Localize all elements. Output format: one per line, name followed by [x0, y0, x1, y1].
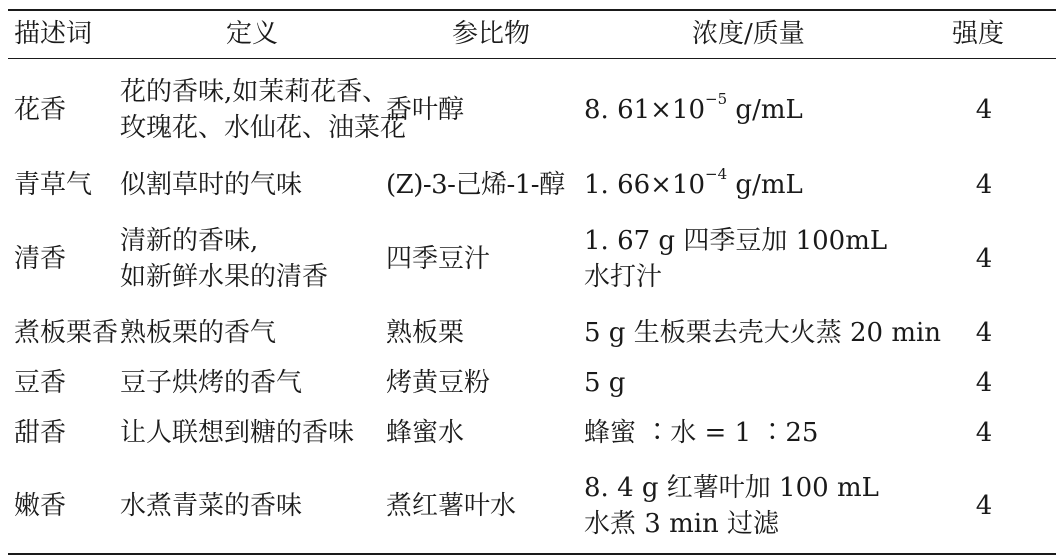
- concentration-exponent: −5: [705, 90, 728, 109]
- concentration-line: 水煮 3 min 过滤: [584, 509, 780, 539]
- definition-line: 玫瑰花、水仙花、油菜花: [120, 113, 407, 143]
- intensity-text: 4: [975, 170, 993, 200]
- descriptor-cell: [14, 310, 118, 356]
- concentration-base: 1. 66×10: [584, 170, 706, 200]
- concentration-cell: [584, 360, 625, 406]
- descriptor-text: 花香: [14, 95, 67, 125]
- reference-text: 香叶醇: [386, 95, 465, 125]
- header-reference: 参比物: [452, 19, 531, 49]
- definition-cell: [120, 360, 302, 406]
- reference-cell: [386, 410, 464, 456]
- intensity-cell: [952, 163, 1016, 207]
- reference-cell: [386, 63, 464, 157]
- definition-cell: [120, 410, 354, 456]
- descriptor-text: 豆香: [14, 368, 67, 398]
- table-row: [0, 310, 1064, 356]
- descriptor-text: 嫩香: [14, 491, 67, 521]
- concentration-cell: [584, 163, 803, 207]
- intensity-text: 4: [975, 318, 993, 348]
- table-bottom-rule: [8, 553, 1056, 555]
- definition-line: 清新的香味,: [120, 226, 259, 256]
- concentration-unit: g/mL: [727, 95, 803, 125]
- descriptor-cell: [14, 63, 66, 157]
- reference-text: 烤黄豆粉: [386, 368, 491, 398]
- concentration-cell: [584, 410, 818, 456]
- definition-line: 似割草时的气味: [120, 170, 303, 200]
- descriptor-cell: [14, 460, 66, 552]
- reference-cell: [386, 310, 464, 356]
- header-definition: [225, 12, 304, 56]
- descriptor-cell: [14, 410, 66, 456]
- concentration-cell: [584, 63, 803, 157]
- table-row: [0, 360, 1064, 406]
- descriptor-text: 甜香: [14, 418, 67, 448]
- intensity-text: 4: [975, 368, 993, 398]
- header-concentration: 浓度/质量: [692, 19, 805, 49]
- descriptor-cell: [14, 163, 92, 207]
- intensity-text: 4: [975, 418, 993, 448]
- table-header-rule: [8, 58, 1056, 59]
- header-intensity: 强度: [952, 19, 1005, 49]
- table-row: [0, 410, 1064, 456]
- concentration-line: 5 g 生板栗去壳大火蒸 20 min: [584, 318, 942, 348]
- table-row: [0, 63, 1064, 157]
- concentration-cell: [584, 310, 941, 356]
- intensity-text: 4: [975, 491, 993, 521]
- reference-cell: [386, 460, 516, 552]
- intensity-cell: [952, 410, 1016, 456]
- table-row: [0, 460, 1064, 552]
- intensity-cell: [952, 360, 1016, 406]
- reference-cell: [386, 163, 565, 207]
- definition-line: 让人联想到糖的香味: [120, 418, 355, 448]
- definition-line: 熟板栗的香气: [120, 318, 277, 348]
- definition-line: 水煮青菜的香味: [120, 491, 303, 521]
- intensity-cell: [952, 310, 1016, 356]
- table-row: [0, 213, 1064, 305]
- intensity-text: 4: [975, 244, 993, 274]
- definition-cell: [120, 460, 302, 552]
- concentration-line: 8. 4 g 红薯叶加 100 mL: [584, 473, 879, 503]
- intensity-cell: [952, 460, 1016, 552]
- intensity-cell: [952, 213, 1016, 305]
- table-top-rule: [8, 9, 1056, 11]
- definition-cell: [120, 310, 276, 356]
- table-row: [0, 163, 1064, 207]
- descriptor-text: 青草气: [14, 170, 93, 200]
- reference-text: 熟板栗: [386, 318, 465, 348]
- concentration-text: [584, 167, 803, 203]
- concentration-unit: g/mL: [727, 170, 803, 200]
- descriptor-cell: [14, 213, 66, 305]
- concentration-line: 蜂蜜 ∶水 = 1 ∶25: [584, 418, 819, 448]
- definition-cell: [120, 63, 406, 157]
- reference-text: 蜂蜜水: [386, 418, 465, 448]
- concentration-line: 水打汁: [584, 262, 663, 292]
- concentration-line: 1. 67 g 四季豆加 100mL: [584, 226, 888, 256]
- definition-cell: [120, 213, 328, 305]
- descriptor-text: 煮板栗香: [14, 318, 119, 348]
- concentration-line: 5 g: [584, 368, 626, 398]
- concentration-cell: [584, 460, 879, 552]
- intensity-cell: [952, 63, 1016, 157]
- reference-cell: [386, 213, 490, 305]
- concentration-exponent: −4: [705, 165, 728, 184]
- concentration-cell: [584, 213, 887, 305]
- definition-cell: [120, 163, 302, 207]
- definition-line: 如新鲜水果的清香: [120, 262, 329, 292]
- header-descriptor: 描述词: [14, 19, 93, 49]
- concentration-text: [584, 92, 803, 128]
- descriptor-cell: [14, 360, 66, 406]
- reference-text: (Z)-3-己烯-1-醇: [386, 170, 565, 200]
- header-definition-text: 定义: [225, 19, 279, 49]
- intensity-text: 4: [975, 95, 993, 125]
- definition-line: 花的香味,如茉莉花香、: [120, 77, 389, 107]
- definition-line: 豆子烘烤的香气: [120, 368, 303, 398]
- reference-text: 四季豆汁: [386, 244, 491, 274]
- concentration-base: 8. 61×10: [584, 95, 706, 125]
- reference-text: 煮红薯叶水: [386, 491, 517, 521]
- reference-cell: [386, 360, 490, 406]
- descriptor-text: 清香: [14, 244, 67, 274]
